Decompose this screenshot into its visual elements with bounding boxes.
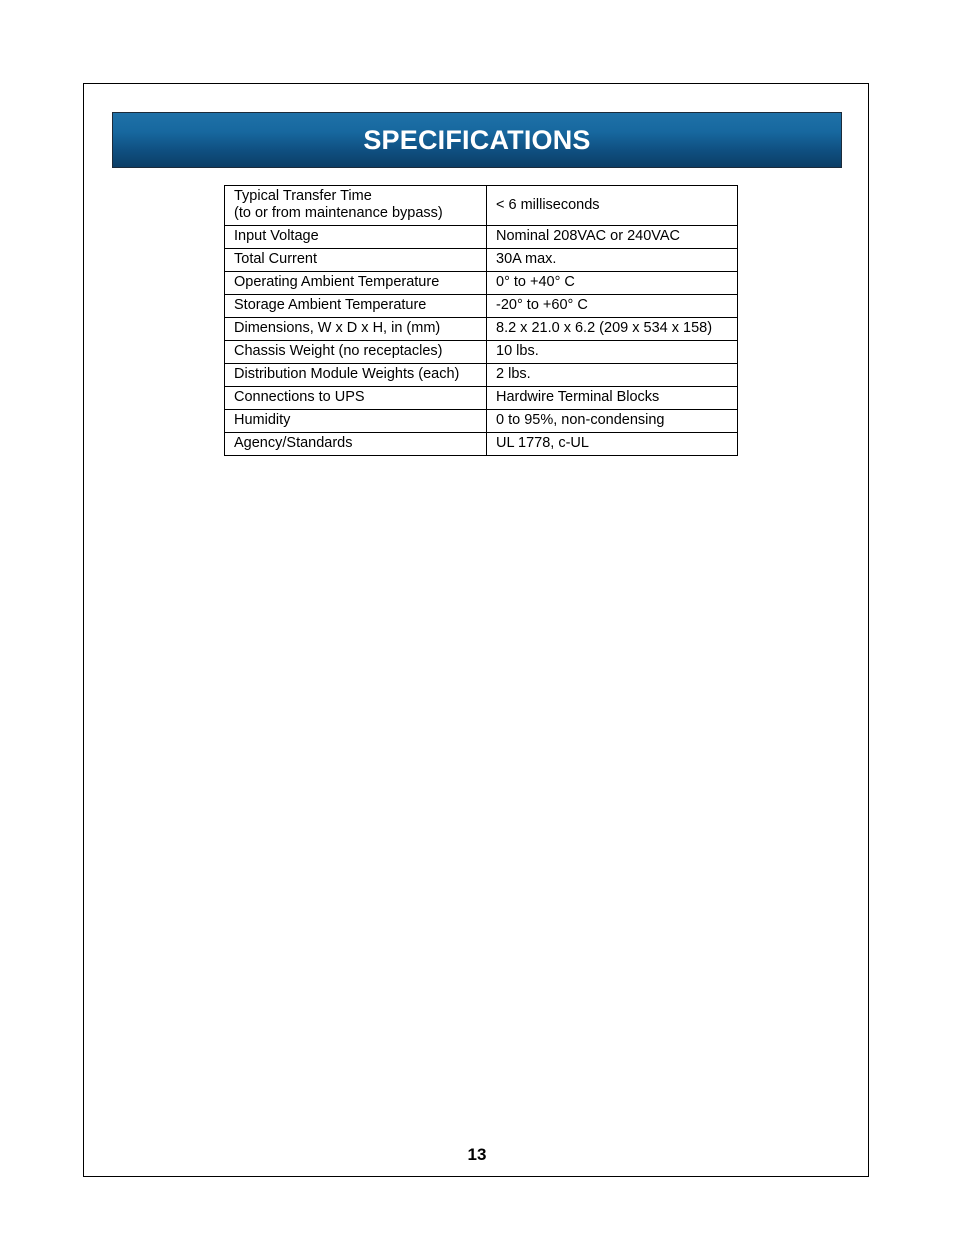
specifications-table	[224, 185, 738, 456]
spec-label-cell	[225, 387, 487, 410]
title-banner	[112, 112, 842, 168]
specifications-table-body	[225, 186, 738, 456]
spec-row	[225, 387, 738, 410]
spec-value: 0 to 95%, non-condensing	[487, 410, 738, 433]
spec-row	[225, 295, 738, 318]
spec-row	[225, 186, 738, 226]
spec-value: 8.2 x 21.0 x 6.2 (209 x 534 x 158)	[487, 318, 738, 341]
spec-label: Agency/Standards	[234, 435, 353, 451]
spec-label: Input Voltage	[234, 228, 319, 244]
spec-value: Hardwire Terminal Blocks	[487, 387, 738, 410]
spec-value: 0° to +40° C	[487, 272, 738, 295]
spec-label-cell	[225, 410, 487, 433]
spec-label: Connections to UPS	[234, 389, 365, 405]
spec-value: 10 lbs.	[487, 341, 738, 364]
page-title: SPECIFICATIONS	[363, 124, 591, 155]
spec-label-cell	[225, 364, 487, 387]
spec-value: Nominal 208VAC or 240VAC	[487, 226, 738, 249]
spec-label-cell	[225, 249, 487, 272]
spec-row	[225, 272, 738, 295]
spec-value: 2 lbs.	[487, 364, 738, 387]
spec-label-cell	[225, 272, 487, 295]
spec-label-cell	[225, 226, 487, 249]
spec-row	[225, 318, 738, 341]
spec-label: Total Current	[234, 251, 318, 267]
spec-row	[225, 410, 738, 433]
spec-value: UL 1778, c-UL	[487, 433, 738, 456]
spec-value: -20° to +60° C	[487, 295, 738, 318]
spec-row	[225, 249, 738, 272]
spec-label: Chassis Weight (no receptacles)	[234, 343, 443, 359]
spec-row	[225, 433, 738, 456]
spec-label: (to or from maintenance bypass)	[234, 205, 443, 221]
spec-value: < 6 milliseconds	[487, 186, 738, 226]
spec-value: 30A max.	[487, 249, 738, 272]
spec-label: Dimensions, W x D x H, in (mm)	[234, 320, 441, 336]
spec-label: Typical Transfer Time	[234, 188, 372, 204]
spec-label-cell	[225, 295, 487, 318]
spec-label-cell	[225, 186, 487, 226]
spec-label: Storage Ambient Temperature	[234, 297, 427, 313]
spec-label-cell	[225, 318, 487, 341]
spec-label: Operating Ambient Temperature	[234, 274, 440, 290]
spec-label-cell	[225, 341, 487, 364]
spec-row	[225, 341, 738, 364]
page-number: 13	[467, 1145, 487, 1164]
spec-label: Distribution Module Weights (each)	[234, 366, 460, 382]
spec-row	[225, 364, 738, 387]
spec-row	[225, 226, 738, 249]
spec-label: Humidity	[234, 412, 291, 428]
spec-label-cell	[225, 433, 487, 456]
